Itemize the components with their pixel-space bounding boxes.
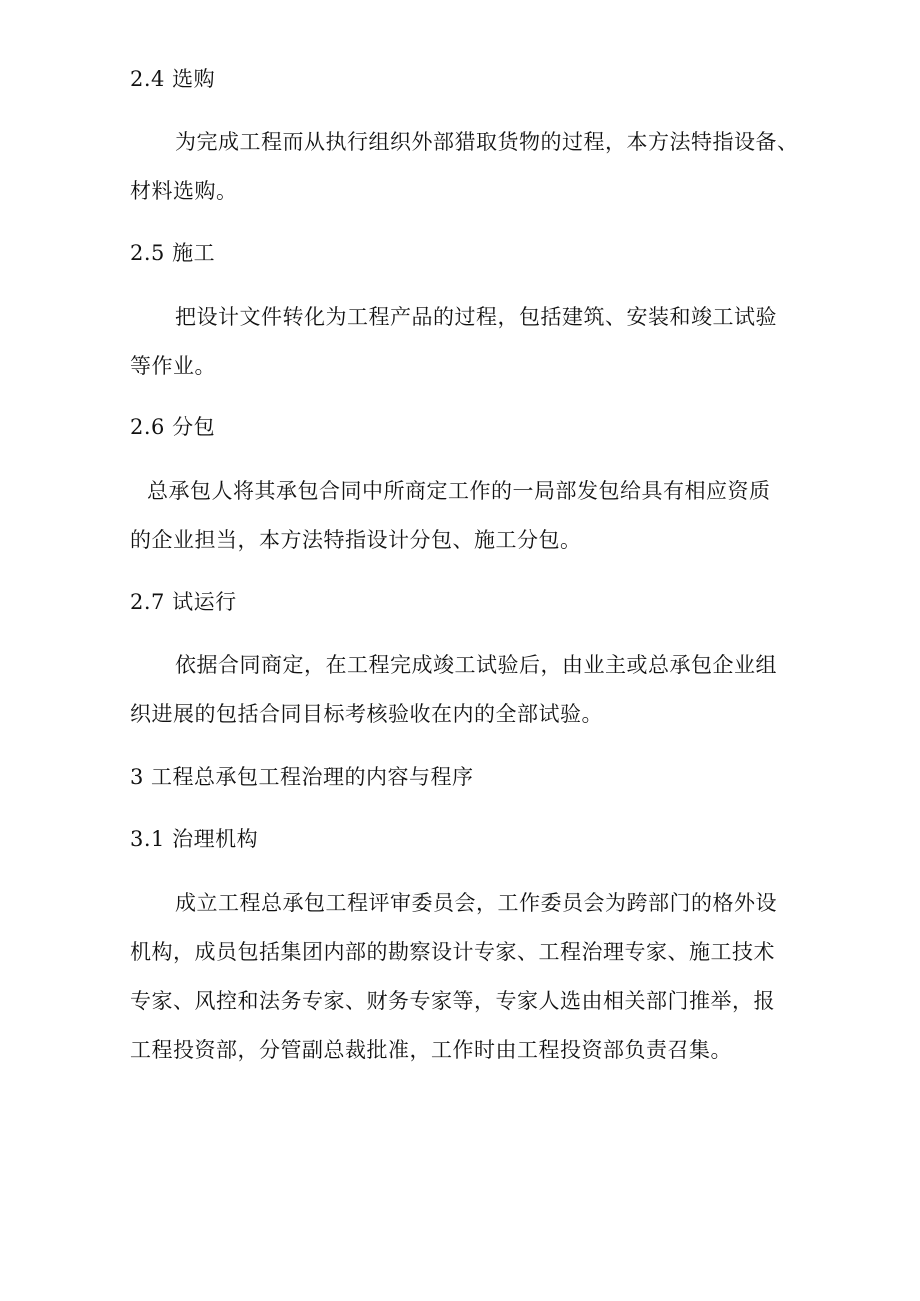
paragraph-line: 把设计文件转化为工程产品的过程，包括建筑、安装和竣工试验 [175, 305, 777, 329]
heading-3-1: 3.1 治理机构 [130, 827, 259, 851]
paragraph-line: 依据合同商定，在工程完成竣工试验后，由业主或总承包企业组 [175, 653, 777, 677]
paragraph-line: 专家、风控和法务专家、财务专家等，专家人选由相关部门推举，报 [130, 989, 775, 1013]
paragraph-line: 为完成工程而从执行组织外部猎取货物的过程，本方法特指设备、 [175, 130, 799, 154]
paragraph-line: 织进展的包括合同目标考核验收在内的全部试验。 [130, 702, 603, 726]
paragraph-line: 的企业担当，本方法特指设计分包、施工分包。 [130, 528, 582, 552]
paragraph-line: 等作业。 [130, 354, 216, 378]
paragraph-line: 工程投资部，分管副总裁批准，工作时由工程投资部负责召集。 [130, 1038, 732, 1062]
paragraph-line: 总承包人将其承包合同中所商定工作的一局部发包给具有相应资质 [147, 479, 771, 503]
heading-2-6: 2.6 分包 [130, 415, 216, 439]
heading-2-5: 2.5 施工 [130, 241, 216, 265]
paragraph-line: 材料选购。 [130, 179, 238, 203]
heading-2-4: 2.4 选购 [130, 67, 216, 91]
heading-2-7: 2.7 试运行 [130, 590, 237, 614]
paragraph-line: 成立工程总承包工程评审委员会，工作委员会为跨部门的格外设 [175, 891, 777, 915]
paragraph-line: 机构，成员包括集团内部的勘察设计专家、工程治理专家、施工技术 [130, 940, 775, 964]
heading-3: 3 工程总承包工程治理的内容与程序 [130, 765, 474, 789]
